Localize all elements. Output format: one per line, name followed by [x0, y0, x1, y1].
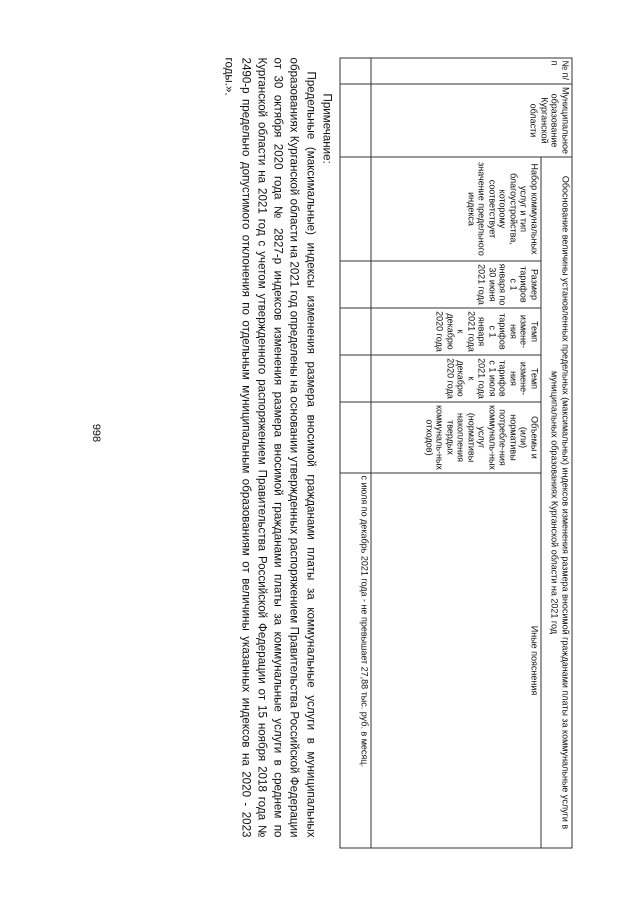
cell-tariff-size	[340, 261, 371, 308]
table-header-row	[541, 58, 572, 848]
subheader-other: Иные пояснения	[371, 473, 541, 848]
header-justification-group: Обоснование величины установленных предельных (максимальных) индексов изменения размера вносимой гражданами платы за коммунальные услуги в муниципальных образованиях Курганской области на 2021 год	[541, 157, 572, 848]
cell-other: с июля по декабрь 2021 года - не превышает 27,88 тыс. руб. в месяц.	[340, 473, 371, 848]
cell-number	[340, 58, 371, 84]
subheader-service-set: Набор коммунальных услуг и тип благоустройства, которому соответствует значение предельного индекса	[371, 157, 541, 261]
note-block	[220, 57, 334, 837]
index-justification-table	[340, 57, 573, 848]
table-subheader-row	[371, 58, 541, 848]
note-title: Примечание:	[320, 93, 334, 164]
rotated-page-content	[68, 57, 573, 847]
subheader-tariff-size: Размер тарифов с 1 января по 30 июня 2021 года	[371, 261, 541, 308]
header-municipality: Муниципальное образование Курганской области	[371, 84, 572, 157]
page-number: 998	[90, 423, 102, 443]
note-body: Предельные (максимальные) индексы изменения размера вносимой гражданами платы за коммунальные услуги в муниципальных образованиях Курганской области на 2021 год определены на основании утвержденных распоряжением Правительства Российской Федерации от 30 октября 2020 года № 2827-р индексов изменения размера вносимой гражданами платы за коммунальные услуги в среднем по Курганской области на 2021 год с учетом утвержденного распоряжением Правительства Российской Федерации от 15 ноября 2018 года № 2490-р предельно допустимого отклонения по отдельным муниципальным образованиям от величины указанных индексов на 2020 - 2023 годы.».	[222, 57, 318, 837]
cell-service-set	[340, 157, 371, 261]
cell-municipality	[340, 84, 371, 157]
cell-volumes	[340, 402, 371, 473]
subheader-rate-july: Темп измене-ния тарифов с 1 июля 2021 года к декабрю 2020 года	[371, 355, 541, 402]
cell-rate-july	[340, 355, 371, 402]
table-row	[340, 58, 371, 848]
subheader-rate-january: Темп измене-ния тарифов с 1 января 2021 года к декабрю 2020 года	[371, 308, 541, 355]
header-number: № п/п	[371, 58, 572, 84]
subheader-volumes: Объемы и (или) нормативы потребле-ния коммуналь-ных услуг (нормативы накопления твердых коммуналь-ных отходов)	[371, 402, 541, 473]
cell-rate-january	[340, 308, 371, 355]
